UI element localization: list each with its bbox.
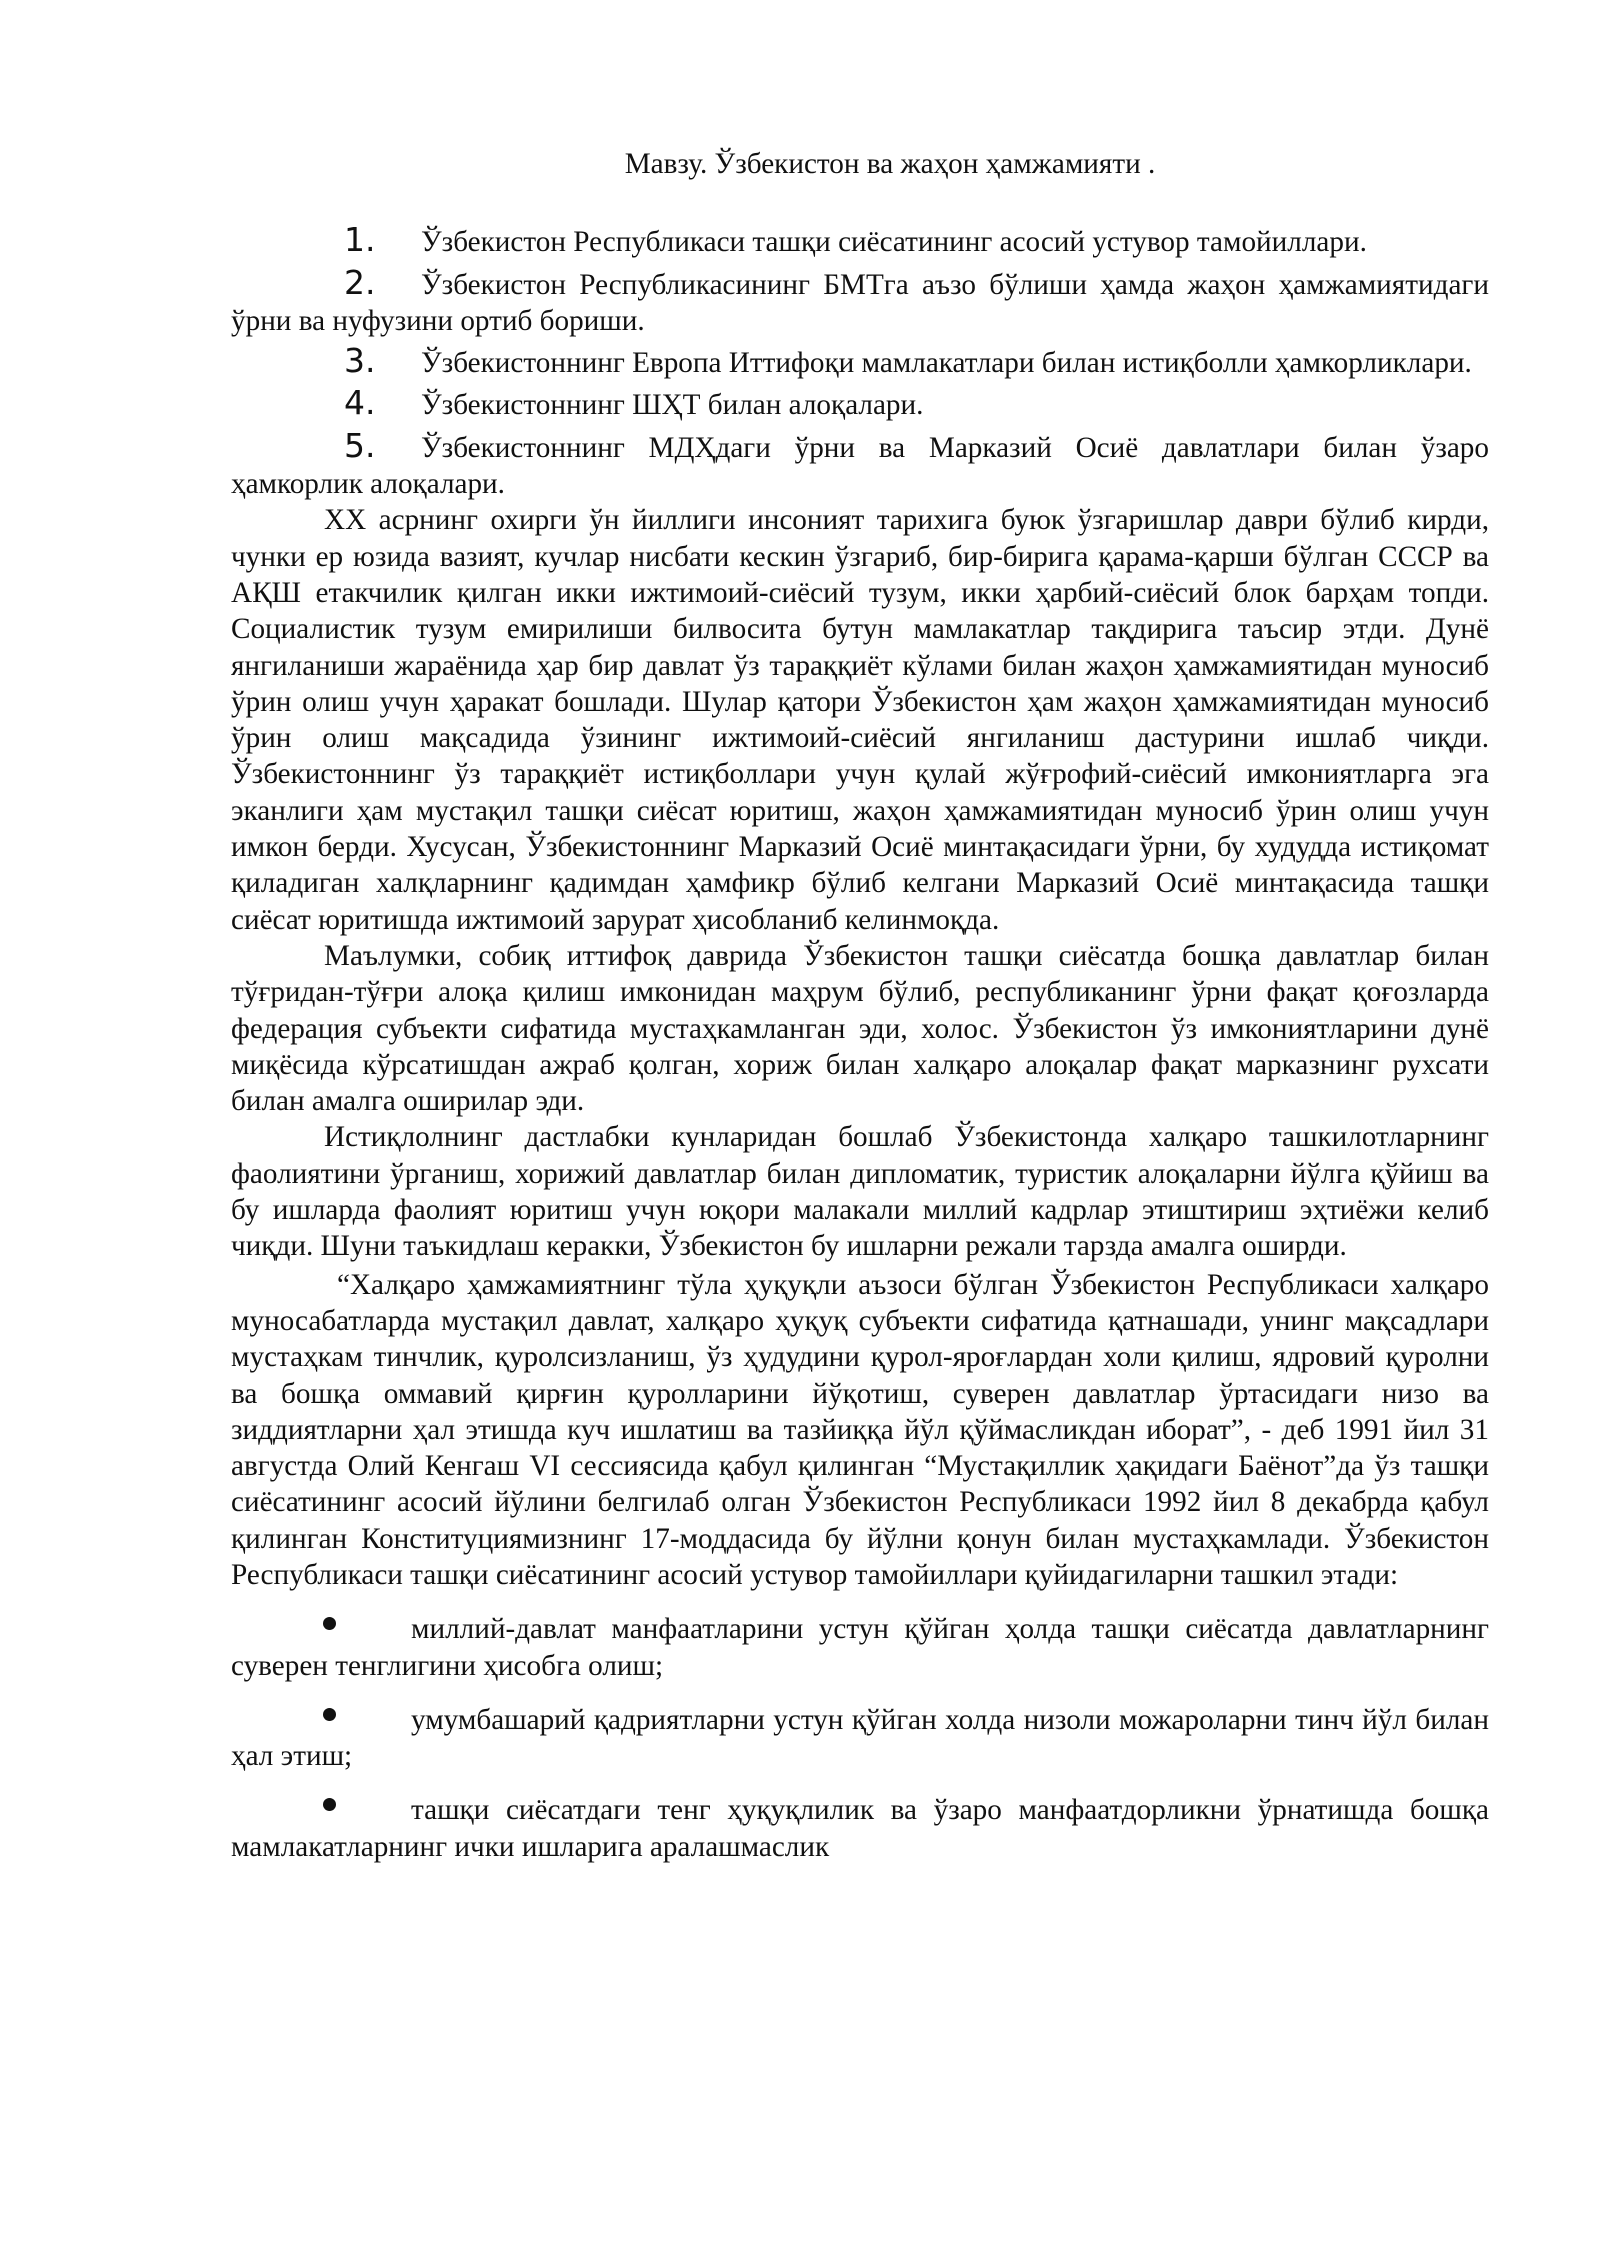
document-title: Мавзу. Ўзбекистон ва жаҳон ҳамжамияти . <box>624 148 1156 180</box>
plan-item-number: 2. <box>344 262 376 302</box>
plan-item-text: Ўзбекистоннинг МДҲдаги ўрни ва Марказий Осиё давлатлари билан ўзаро ҳамкорлик алоқалари. <box>231 431 1489 501</box>
plan-item <box>231 222 1489 260</box>
bullet-dot-icon <box>323 1708 336 1721</box>
plan-item-text: Ўзбекистоннинг ШҲТ билан алоқалари. <box>421 389 924 422</box>
bullet-item <box>231 1611 1489 1684</box>
document-page <box>231 146 1489 1865</box>
body-paragraph: Истиқлолнинг дастлабки кунларидан бошлаб Ўзбекистонда халқаро ташкилотларнинг фаолиятини ўрганиш, хорижий давлатлар билан дипломатик, туристик алоқаларни йўлга қўйиш ва бу ишларда фаолият юритиш учун юқори малакали миллий кадрлар этиштириш эҳтиёжи келиб чиқди. Шуни таъкидлаш керакки, Ўзбекистон бу ишларни режали тарзда амалга оширди. <box>231 1121 1489 1263</box>
plan-item-number: 3. <box>344 341 376 381</box>
bullet-dot-icon <box>323 1798 336 1811</box>
body-paragraph: ХХ асрнинг охирги ўн йиллиги инсоният тарихига буюк ўзгаришлар даври бўлиб кирди, чунки ер юзида вазият, кучлар нисбати кескин ўзгариб, бир-бирига қарама-қарши бўлган СССР ва АҚШ етакчилик қилган икки ижтимоий-сиёсий тузум, икки ҳарбий-сиёсий блок барҳам топди. Социалистик тузум емирилиши билвосита бутун мамлакатлар тақдирига таъсир этди. Дунё янгиланиши жараёнида ҳар бир давлат ўз тараққиёт кўлами билан жаҳон ҳамжамиятидан муносиб ўрин олиш учун ҳаракат бошлади. Шулар қатори Ўзбекистон ҳам жаҳон ҳамжамиятидан муносиб ўрин олиш мақсадида ўзининг ижтимоий-сиёсий янгиланиш дастурини ишлаб чиқди. Ўзбекистоннинг ўз тараққиёт истиқболлари учун қулай жўғрофий-сиёсий имкониятларга эга эканлиги ҳам мустақил ташқи сиёсат юритиш, жаҳон ҳамжамиятидан муносиб ўрин олиш учун имкон берди. Хусусан, Ўзбекистоннинг Марказий Осиё минтақасидаги ўрни, бу худудда истиқомат қиладиган халқларнинг қадимдан ҳамфикр бўлиб келгани Марказий Осиё минтақасида ташқи сиёсат юритишда ижтимоий зарурат ҳисобланиб келинмоқда. <box>231 504 1489 936</box>
body-paragraph-quote: “Халқаро ҳамжамиятнинг тўла ҳуқуқли аъзоси бўлган Ўзбекистон Республикаси халқаро муносабатларда мустақил давлат, халқаро ҳуқуқ субъекти сифатида қатнашади, унинг мақсадлари мустаҳкам тинчлик, қуролсизланиш, ўз ҳудудини қурол-яроғлардан холи қилиш, ядровий қуролни ва бошқа оммавий қирғин қуролларини йўқотиш, суверен давлатлар ўртасидаги низо ва зиддиятларни ҳал этишда куч ишлатиш ва тазйиққа йўл қўймасликдан иборат”, - деб 1991 йил 31 августда Олий Кенгаш VI сессиясида қабул қилинган “Мустақиллик ҳақидаги Баёнот”да ўз ташқи сиёсатининг асосий йўлини белгилаб олган Ўзбекистон Республикаси 1992 йил 8 декабрда қабул қилинган Конституциямизнинг 17-моддасида бу йўлни қонун билан мустаҳкамлади. Ўзбекистон Республикаси ташқи сиёсатининг асосий устувор тамойиллари қуйидагиларни ташкил этади: <box>231 1268 1489 1591</box>
plan-item-text: Ўзбекистоннинг Европа Иттифоқи мамлакатлари билан истиқболли ҳамкорликлари. <box>421 347 1472 380</box>
bullet-item-text: миллий-давлат манфаатларини устун қўйган ҳолда ташқи сиёсатда давлатларнинг суверен тенглигини ҳисобга олиш; <box>231 1613 1489 1682</box>
principles-bullet-list <box>231 1611 1489 1865</box>
plan-item <box>231 385 1489 423</box>
plan-item <box>231 262 1489 340</box>
plan-item-text: Ўзбекистон Республикаси ташқи сиёсатининг асосий устувор тамойиллари. <box>421 226 1367 259</box>
plan-item-number: 5. <box>344 425 376 465</box>
plan-item-text: Ўзбекистон Республикасининг БМТга аъзо бўлиши ҳамда жаҳон ҳамжамиятидаги ўрни ва нуфузини ортиб бориши. <box>231 268 1489 337</box>
topic-plan-list <box>231 222 1489 502</box>
body-paragraph: Маълумки, собиқ иттифоқ даврида Ўзбекистон ташқи сиёсатда бошқа давлатлар билан тўғридан-тўғри алоқа қилиш имконидан маҳрум бўлиб, республиканинг ўрни фақат қоғозларда федерация субъекти сифатида мустаҳкамланган эди, холос. Ўзбекистон ўз имкониятларини дунё миқёсида кўрсатишдан ажраб қолган, хориж билан халқаро алоқалар фақат марказнинг рухсати билан амалга оширилар эди. <box>231 939 1489 1118</box>
bullet-item <box>231 1792 1489 1865</box>
plan-item-number: 4. <box>344 383 376 423</box>
bullet-item-text: ташқи сиёсатдаги тенг ҳуқуқлилик ва ўзаро манфаатдорликни ўрнатишда бошқа мамлакатларнинг ички ишларига аралашмаслик <box>231 1794 1489 1863</box>
plan-item <box>231 343 1489 381</box>
plan-item-number: 1. <box>344 220 376 260</box>
bullet-item-text: умумбашарий қадриятларни устун қўйган холда низоли можароларни тинч йўл билан ҳал этиш; <box>231 1703 1489 1773</box>
bullet-dot-icon <box>323 1617 336 1630</box>
bullet-item <box>231 1702 1489 1775</box>
plan-item <box>231 425 1489 503</box>
